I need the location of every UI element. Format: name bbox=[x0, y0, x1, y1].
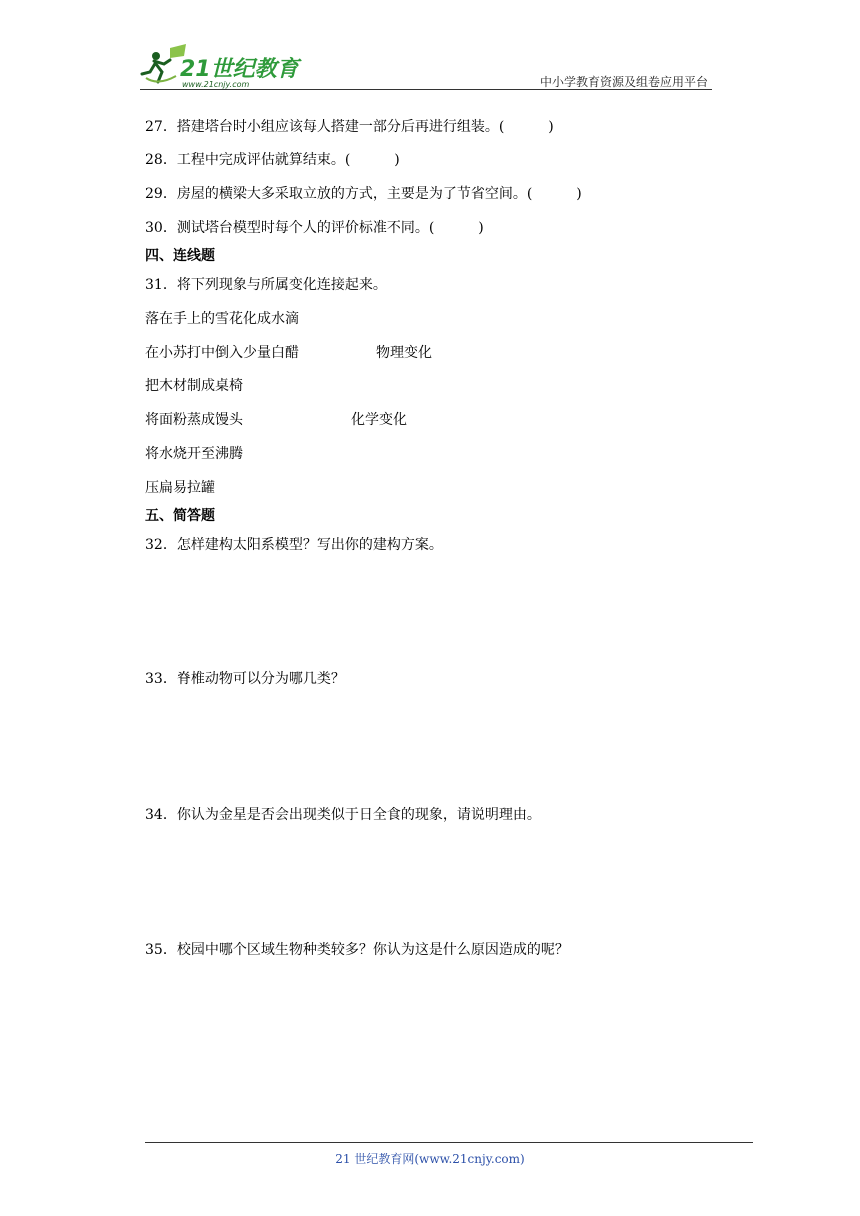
question-33: 33．脊椎动物可以分为哪几类？ bbox=[145, 671, 345, 687]
question-number: 27． bbox=[145, 119, 177, 135]
section-title-matching: 四、连线题 bbox=[145, 248, 215, 264]
question-28 bbox=[145, 151, 400, 169]
logo-text: 21世纪教育 bbox=[180, 57, 299, 82]
match-left-item: 把木材制成桌椅 bbox=[145, 378, 243, 394]
match-right-item: 物理变化 bbox=[376, 345, 432, 361]
match-left-item: 将面粉蒸成馒头 bbox=[145, 412, 243, 428]
question-number: 29． bbox=[145, 186, 177, 202]
header-tagline: 中小学教育资源及组卷应用平台 bbox=[539, 75, 708, 89]
question-text: 测试塔台模型时每个人的评价标准不同。( bbox=[176, 220, 435, 236]
match-left-item: 落在手上的雪花化成水滴 bbox=[145, 311, 299, 327]
question-32: 32．怎样建构太阳系模型？写出你的建构方案。 bbox=[145, 537, 443, 553]
match-right-item: 化学变化 bbox=[351, 412, 407, 428]
question-29 bbox=[145, 185, 582, 203]
match-left-item: 在小苏打中倒入少量白醋 bbox=[145, 345, 299, 361]
match-left-item: 将水烧开至沸腾 bbox=[145, 446, 243, 462]
question-text: 房屋的横梁大多采取立放的方式，主要是为了节省空间。( bbox=[176, 186, 533, 202]
question-text: 搭建塔台时小组应该每人搭建一部分后再进行组装。( bbox=[176, 119, 505, 135]
question-30 bbox=[145, 219, 484, 237]
question-27 bbox=[145, 118, 554, 136]
answer-close-paren: ) bbox=[394, 152, 400, 168]
answer-close-paren: ) bbox=[576, 186, 582, 202]
page-header bbox=[140, 42, 712, 90]
question-34: 34．你认为金星是否会出现类似于日全食的现象，请说明理由。 bbox=[145, 807, 541, 823]
question-text: 工程中完成评估就算结束。( bbox=[176, 152, 351, 168]
footer-text: 21 世纪教育网(www.21cnjy.com) bbox=[335, 1152, 525, 1166]
footer-divider bbox=[145, 1142, 753, 1143]
question-31: 31．将下列现象与所属变化连接起来。 bbox=[145, 277, 387, 293]
header-divider bbox=[140, 89, 712, 90]
answer-close-paren: ) bbox=[478, 220, 484, 236]
brand-logo bbox=[140, 42, 310, 90]
question-number: 30． bbox=[145, 220, 177, 236]
question-35: 35．校园中哪个区域生物种类较多？你认为这是什么原因造成的呢？ bbox=[145, 942, 569, 958]
logo-url-text: www.21cnjy.com bbox=[182, 80, 250, 89]
answer-close-paren: ) bbox=[548, 119, 554, 135]
flag-icon bbox=[170, 44, 186, 58]
match-left-item: 压扁易拉罐 bbox=[145, 480, 215, 496]
section-title-short-answer: 五、简答题 bbox=[145, 508, 215, 524]
question-number: 28． bbox=[145, 152, 177, 168]
